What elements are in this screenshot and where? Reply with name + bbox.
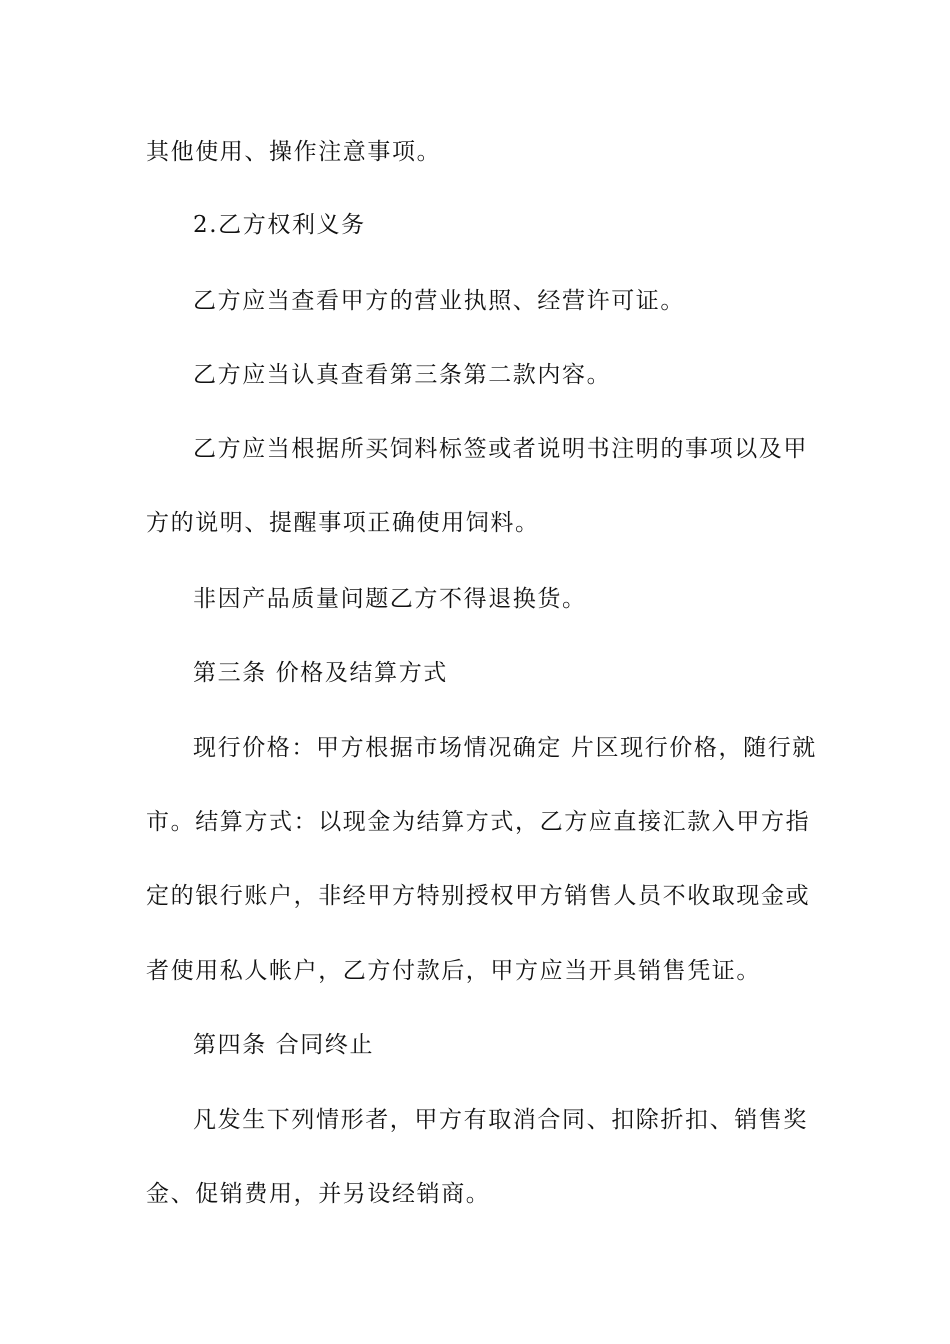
text-line: 现行价格：甲方根据市场情况确定 片区现行价格，随行就: [193, 735, 817, 761]
text-line: 方的说明、提醒事项正确使用饲料。: [146, 510, 540, 536]
text-line: 乙方应当认真查看第三条第二款内容。: [193, 362, 612, 388]
text-line: 者使用私人帐户，乙方付款后，甲方应当开具销售凭证。: [146, 958, 761, 984]
text-line: 凡发生下列情形者，甲方有取消合同、扣除折扣、销售奖: [193, 1107, 808, 1133]
text-line: 乙方应当查看甲方的营业执照、经营许可证。: [193, 288, 685, 314]
text-line: 市。结算方式：以现金为结算方式，乙方应直接汇款入甲方指: [146, 809, 811, 835]
text-line: 定的银行账户，非经甲方特别授权甲方销售人员不收取现金或: [146, 883, 811, 909]
article-heading: 第四条 合同终止: [193, 1032, 375, 1058]
text-line: 非因产品质量问题乙方不得退换货。: [193, 586, 587, 612]
article-heading: 第三条 价格及结算方式: [193, 660, 448, 686]
section-heading: 2.乙方权利义务: [193, 212, 366, 238]
text-line: 其他使用、操作注意事项。: [146, 139, 442, 165]
text-line: 乙方应当根据所买饲料标签或者说明书注明的事项以及甲: [193, 436, 808, 462]
text-line: 金、促销费用，并另设经销商。: [146, 1181, 491, 1207]
